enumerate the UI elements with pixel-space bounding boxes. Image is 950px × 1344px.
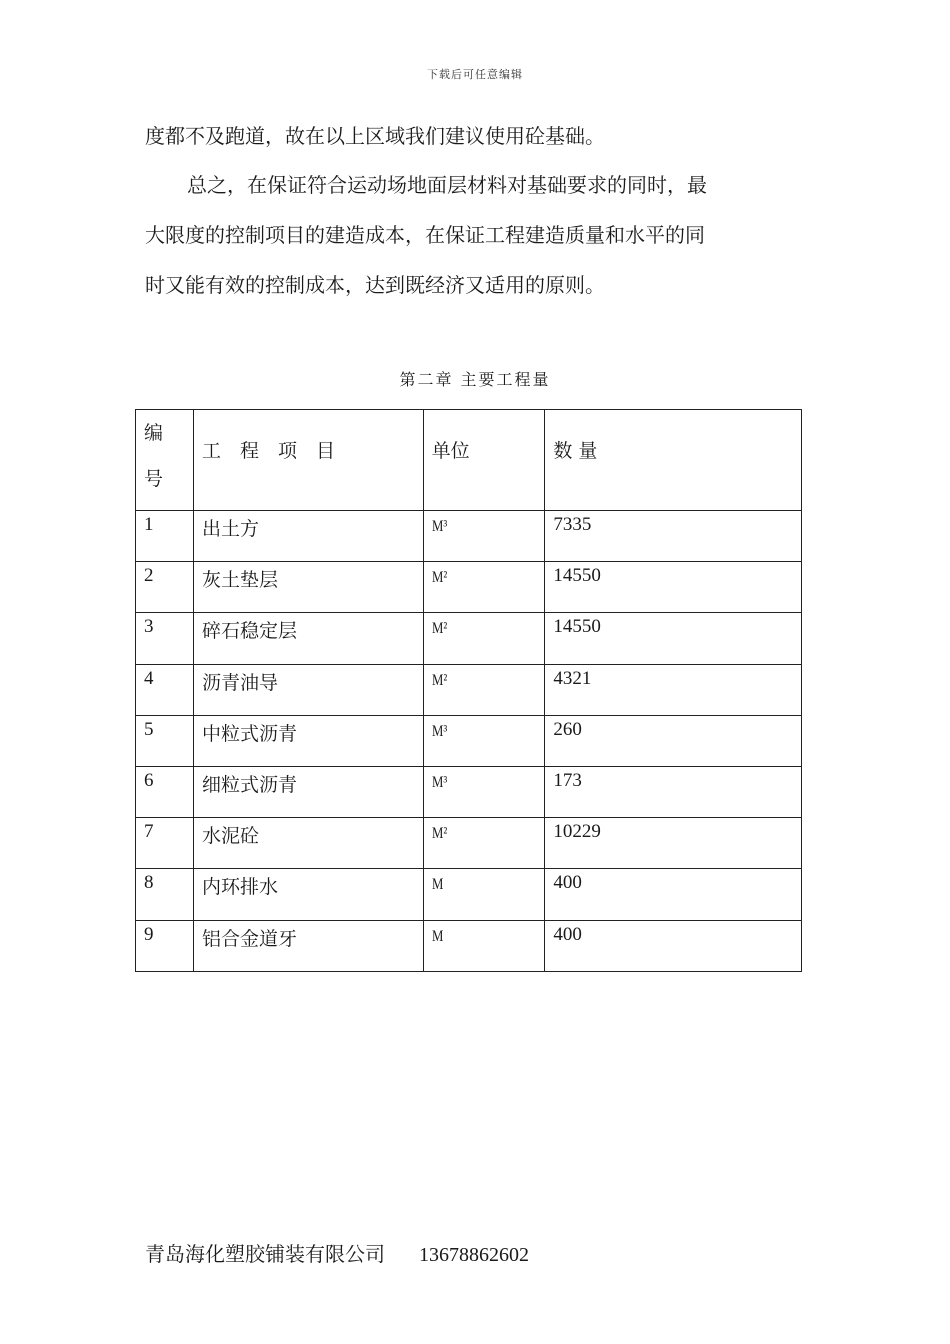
row-no: 5 [136,715,194,766]
table-row [136,613,802,664]
row-unit: M [431,927,443,945]
row-unit: M³ [431,518,447,535]
row-no: 3 [136,613,194,664]
row-item: 出土方 [193,511,423,562]
row-unit: M² [431,671,447,689]
row-qty: 10229 [545,818,802,869]
table-row [136,562,802,613]
header-item-label: 工 程 项 目 [201,440,335,462]
paragraph-2 [145,160,805,310]
paragraph-2-line-2: 大限度的控制项目的建造成本，在保证工程建造质量和水平的同 [145,223,705,247]
row-no: 7 [136,818,194,869]
paragraph-1: 度都不及跑道，故在以上区域我们建议使用砼基础。 [145,124,605,148]
table-row [136,766,802,817]
row-qty: 400 [545,869,802,920]
row-no: 1 [136,511,194,562]
row-unit: M² [431,620,447,638]
chapter-title: 第二章 主要工程量 [399,370,551,389]
row-item: 碎石稳定层 [193,613,423,664]
header-unit-label: 单位 [431,440,470,462]
row-no: 8 [136,869,194,920]
row-no: 4 [136,664,194,715]
row-unit: M³ [431,722,447,740]
table-row [136,715,802,766]
row-item: 沥青油导 [193,664,423,715]
header-no [136,410,194,511]
row-qty: 14550 [545,613,802,664]
row-qty: 14550 [545,562,802,613]
header-item [193,410,423,511]
row-qty: 4321 [545,664,802,715]
header-quantity-label: 数 量 [553,440,598,462]
row-item: 铝合金道牙 [193,920,423,971]
table-row [136,818,802,869]
row-qty: 173 [545,766,802,817]
table-row [136,920,802,971]
row-item: 水泥砼 [193,818,423,869]
header-no-line-1: 编 [144,422,164,444]
table-row [136,664,802,715]
header-no-line-2: 号 [144,468,164,490]
row-qty: 7335 [545,511,802,562]
page-header: 下载后可任意编辑 [427,68,523,81]
row-no: 9 [136,920,194,971]
row-item: 内环排水 [193,869,423,920]
row-item: 灰土垫层 [193,562,423,613]
row-qty: 400 [545,920,802,971]
row-unit: M² [431,569,447,587]
row-qty: 260 [545,715,802,766]
row-unit: M² [431,825,447,843]
header-unit [423,410,545,511]
table-row [136,869,802,920]
page-footer [145,1238,529,1267]
row-unit: M³ [431,773,447,791]
paragraph-2-line-3: 时又能有效的控制成本，达到既经济又适用的原则。 [145,273,605,297]
row-no: 6 [136,766,194,817]
footer-phone: 13678862602 [419,1244,529,1266]
quantity-table [135,409,802,972]
row-item: 中粒式沥青 [193,715,423,766]
footer-company: 青岛海化塑胶铺装有限公司 [145,1242,385,1266]
table-row [136,511,802,562]
row-no: 2 [136,562,194,613]
row-item: 细粒式沥青 [193,766,423,817]
row-unit: M [431,876,443,894]
paragraph-2-line-1: 总之，在保证符合运动场地面层材料对基础要求的同时，最 [187,173,707,197]
table-header-row [136,410,802,511]
header-quantity [545,410,802,511]
